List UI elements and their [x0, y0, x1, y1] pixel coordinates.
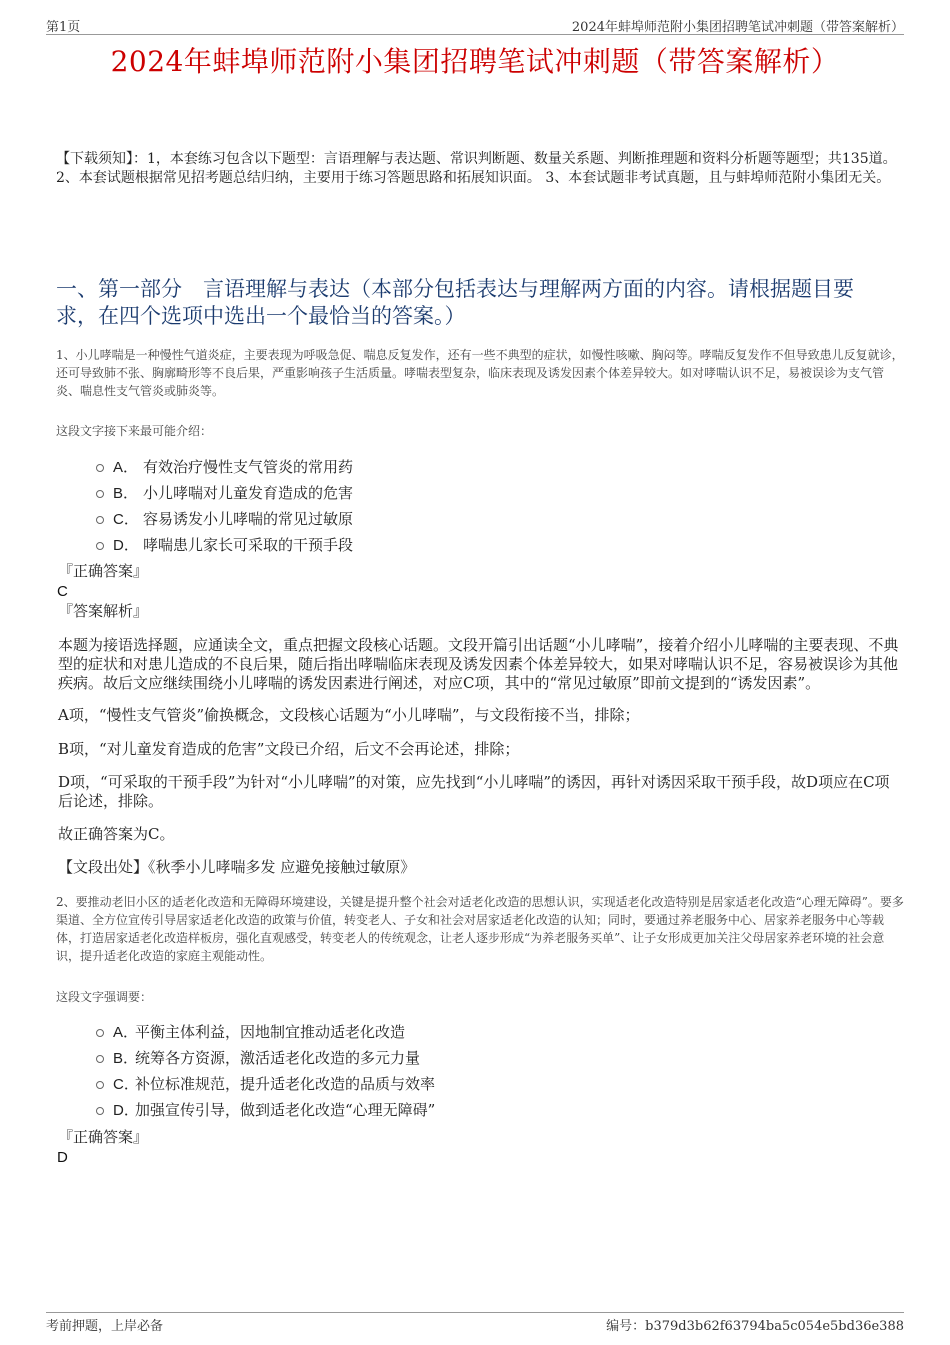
radio-icon[interactable] — [96, 1029, 104, 1037]
section-title: 一、第一部分 言语理解与表达（本部分包括表达与理解两方面的内容。请根据题目要求，在四个选项中选出一个最恰当的答案。） — [56, 277, 854, 328]
option-letter: C． — [113, 510, 139, 528]
question-2-options — [96, 1018, 435, 1122]
question-1-option-c[interactable] — [96, 505, 353, 531]
question-1-analysis-label: 『答案解析』 — [58, 602, 149, 620]
option-letter: B． — [113, 1049, 139, 1067]
question-2-option-c[interactable] — [96, 1070, 435, 1096]
question-2-option-a[interactable] — [96, 1018, 435, 1044]
question-1-option-b[interactable] — [96, 479, 353, 505]
question-2-option-b[interactable] — [96, 1044, 435, 1070]
question-2-option-d[interactable] — [96, 1096, 435, 1122]
radio-icon[interactable] — [96, 464, 104, 472]
document-title: 2024年蚌埠师范附小集团招聘笔试冲刺题（带答案解析） — [110, 45, 840, 78]
option-letter: A． — [113, 1023, 139, 1041]
footer-slogan: 考前押题，上岸必备 — [46, 1319, 164, 1334]
option-text: 平衡主体利益，因地制宜推动适老化改造 — [135, 1022, 406, 1041]
option-letter: B． — [113, 484, 139, 502]
question-1-answer: C — [57, 583, 68, 600]
radio-icon[interactable] — [96, 490, 104, 498]
page-footer — [46, 1312, 904, 1333]
radio-icon[interactable] — [96, 516, 104, 524]
page-header — [46, 14, 904, 35]
radio-icon[interactable] — [96, 542, 104, 550]
question-1-option-d[interactable] — [96, 531, 353, 557]
analysis-paragraph: 故正确答案为C。 — [58, 825, 175, 843]
question-2-prompt: 这段文字强调要： — [56, 990, 153, 1004]
download-notice: 【下载须知】：1，本套练习包含以下题型：言语理解与表达题、常识判断题、数量关系题、判断推理题和资料分析题等题型；共135道。 2、本套试题根据常见招考题总结归纳，主要用于练习答题思路和拓展知识面。 3、本套试题非考试真题，且与蚌埠师范附小集团无关。 — [56, 151, 897, 186]
question-1-options — [96, 453, 353, 557]
analysis-paragraph: B项，“对儿童发育造成的危害”文段已介绍，后文不会再论述，排除； — [58, 740, 520, 758]
option-text: 有效治疗慢性支气管炎的常用药 — [143, 457, 354, 476]
question-1-text: 1、小儿哮喘是一种慢性气道炎症，主要表现为呼吸急促、喘息反复发作，还有一些不典型的症状，如慢性咳嗽、胸闷等。哮喘反复发作不但导致患儿反复就诊，还可导致肺不张、胸廓畸形等不良后果，严重影响孩子生活质量。哮喘表型复杂，临床表现及诱发因素个体差异较大。如对哮喘认识不足，易被误诊为支气管炎、喘息性支气管炎或肺炎等。 — [56, 348, 904, 398]
analysis-paragraph: A项，“慢性支气管炎”偷换概念，文段核心话题为“小儿哮喘”，与文段衔接不当，排除； — [58, 706, 640, 724]
page-number: 第1页 — [46, 20, 81, 35]
question-1-answer-label: 『正确答案』 — [58, 562, 149, 580]
option-letter: A． — [113, 458, 139, 476]
running-title: 2024年蚌埠师范附小集团招聘笔试冲刺题（带答案解析） — [571, 20, 904, 35]
option-text: 加强宣传引导，做到适老化改造“心理无障碍” — [135, 1100, 436, 1119]
analysis-paragraph: 本题为接语选择题，应通读全文，重点把握文段核心话题。文段开篇引出话题“小儿哮喘”，接着介绍小儿哮喘的主要表现、不典型的症状和对患儿造成的不良后果，随后指出哮喘临床表现及诱发因素个体差异较大，如果对哮喘认识不足，容易被误诊为其他疾病。故后文应继续围绕小儿哮喘的诱发因素进行阐述，对应C项，其中的“常见过敏原”即前文提到的“诱发因素”。 — [58, 636, 899, 692]
radio-icon[interactable] — [96, 1081, 104, 1089]
option-text: 容易诱发小儿哮喘的常见过敏原 — [143, 509, 354, 528]
question-2-text: 2、要推动老旧小区的适老化改造和无障碍环境建设，关键是提升整个社会对适老化改造的思想认识，实现适老化改造特别是居家适老化改造“心理无障碍”。要多渠道、全方位宣传引导居家适老化改造的政策与价值，转变老人、子女和社会对居家适老化改造的认知；同时，要通过养老服务中心、居家养老服务中心等载体，打造居家适老化改造样板房，强化直观感受，转变老人的传统观念，让老人逐步形成“为养老服务买单”、让子女形成更加关注父母居家养老环境的社会意识，提升适老化改造的家庭主观能动性。 — [56, 895, 904, 963]
analysis-paragraph: D项，“可采取的干预手段”为针对“小儿哮喘”的对策，应先找到“小儿哮喘”的诱因，再针对诱因采取干预手段，故D项应在C项后论述，排除。 — [58, 773, 890, 810]
question-1-source: 【文段出处】《秋季小儿哮喘多发 应避免接触过敏原》 — [58, 858, 416, 876]
option-text: 小儿哮喘对儿童发育造成的危害 — [143, 483, 354, 502]
option-letter: C． — [113, 1075, 139, 1093]
option-text: 补位标准规范，提升适老化改造的品质与效率 — [135, 1074, 436, 1093]
option-letter: D． — [113, 1101, 139, 1119]
radio-icon[interactable] — [96, 1107, 104, 1115]
option-text: 哮喘患儿家长可采取的干预手段 — [143, 535, 354, 554]
question-2-answer-label: 『正确答案』 — [58, 1128, 149, 1146]
document-id: 编号：b379d3b62f63794ba5c054e5bd36e388 — [606, 1319, 904, 1334]
option-letter: D． — [113, 536, 139, 554]
question-1-option-a[interactable] — [96, 453, 353, 479]
question-1-prompt: 这段文字接下来最可能介绍： — [56, 424, 213, 438]
question-2-answer: D — [57, 1149, 68, 1166]
radio-icon[interactable] — [96, 1055, 104, 1063]
option-text: 统筹各方资源，激活适老化改造的多元力量 — [135, 1048, 421, 1067]
